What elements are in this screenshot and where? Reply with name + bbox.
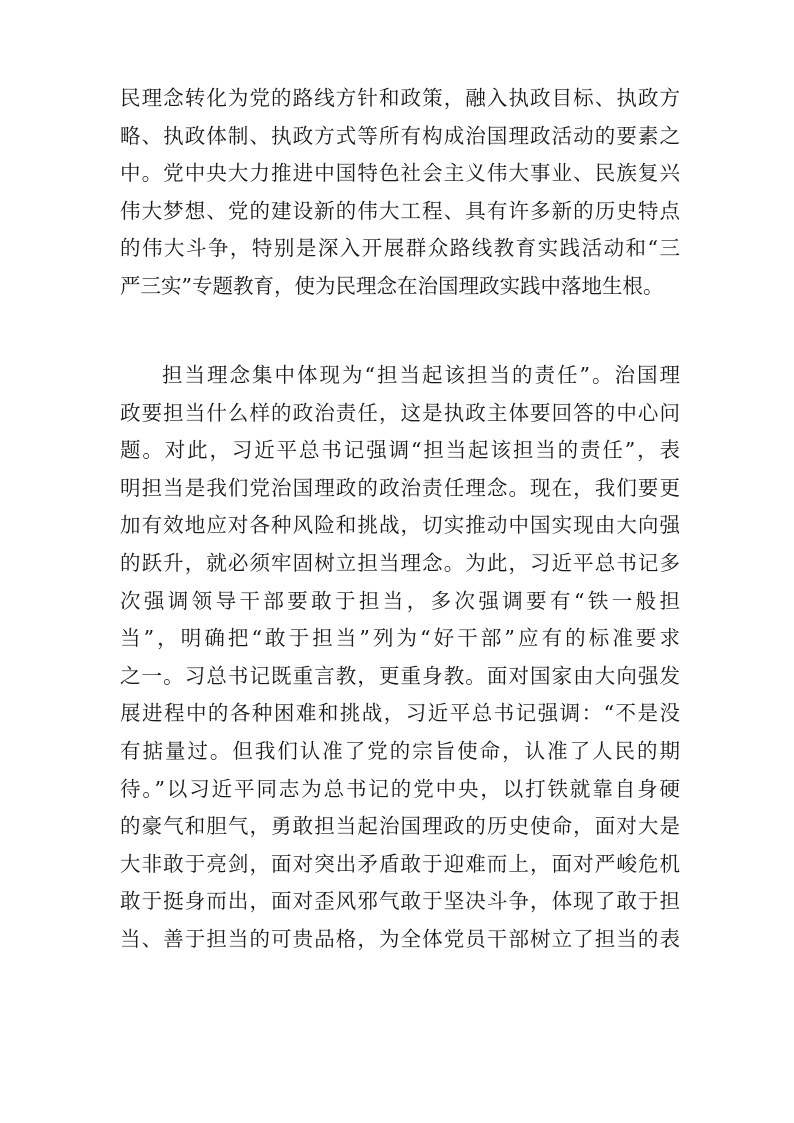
text-line: 民理念转化为党的路线方针和政策，融入执政目标、执政方 [120,86,680,110]
text-line: 中。党中央大力推进中国特色社会主义伟大事业、民族复兴 [120,161,680,186]
text-line: 题。对此，习近平总书记强调“担当起该担当的责任”，表 [120,438,680,463]
text-line: 有掂量过。但我们认准了党的宗旨使命，认准了人民的期 [120,738,680,763]
text-line: 展进程中的各种困难和挑战，习近平总书记强调：“不是没 [120,701,680,726]
text-line: 当”，明确把“敢于担当”列为“好干部”应有的标准要求 [120,626,680,651]
text-line: 加有效地应对各种风险和挑战，切实推动中国实现由大向强 [120,513,680,538]
text-line: 严三实”专题教育，使为民理念在治国理政实践中落地生根。 [120,273,664,298]
text-line: 的跃升，就必须牢固树立担当理念。为此，习近平总书记多 [120,550,680,575]
text-line: 伟大梦想、党的建设新的伟大工程、具有许多新的历史特点 [120,198,680,223]
text-line: 的伟大斗争，特别是深入开展群众路线教育实践活动和“三 [120,236,680,261]
text-line: 当、善于担当的可贵品格，为全体党员干部树立了担当的表 [120,926,680,951]
text-line: 敢于挺身而出，面对歪风邪气敢于坚决斗争，体现了敢于担 [120,889,680,914]
paragraph-2 [120,357,680,959]
text-line: 待。”以习近平同志为总书记的党中央，以打铁就靠自身硬 [120,776,680,801]
text-line: 大非敢于亮剑，面对突出矛盾敢于迎难而上，面对严峻危机 [120,851,680,876]
text-line: 的豪气和胆气，勇敢担当起治国理政的历史使命，面对大是 [120,814,680,839]
text-line: 明担当是我们党治国理政的政治责任理念。现在，我们要更 [120,475,680,500]
text-line: 略、执政体制、执政方式等所有构成治国理政活动的要素之 [120,123,680,148]
text-line: 政要担当什么样的政治责任，这是执政主体要回答的中心问 [120,400,680,425]
paragraph-1 [120,80,680,306]
text-line: 担当理念集中体现为“担当起该担当的责任”。治国理 [162,363,680,387]
text-line: 次强调领导干部要敢于担当，多次强调要有“铁一般担 [120,588,680,613]
text-line: 之一。习总书记既重言教，更重身教。面对国家由大向强发 [120,663,680,688]
